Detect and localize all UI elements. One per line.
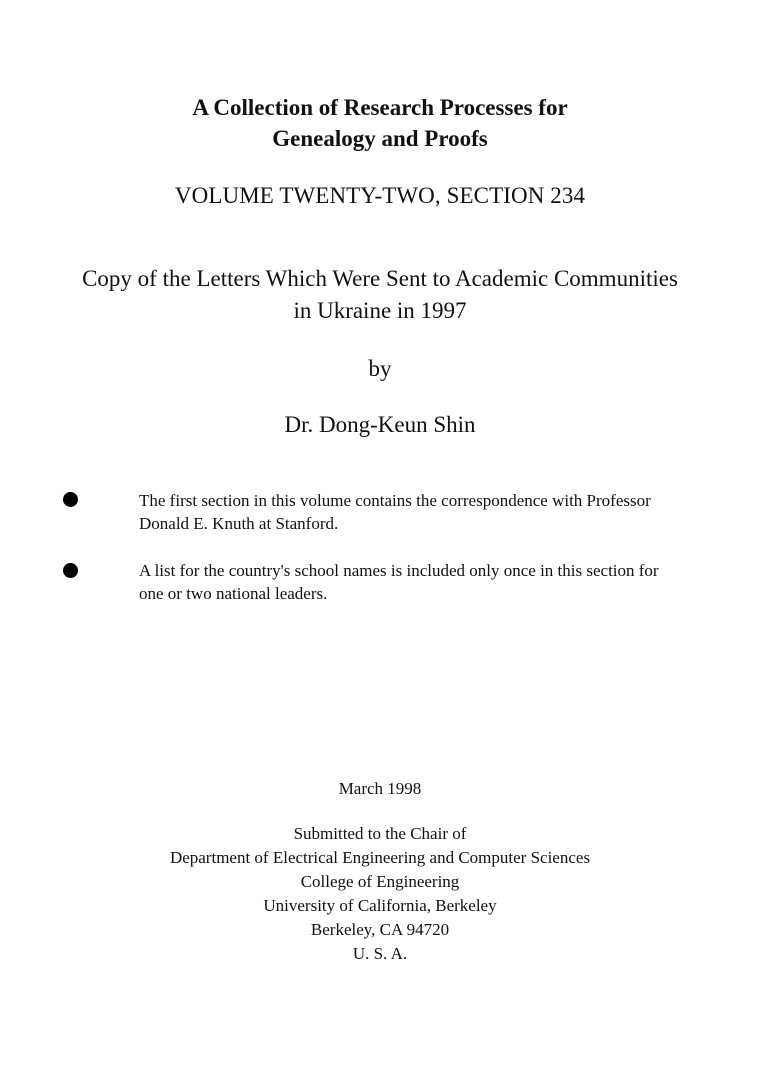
bullet-dot-icon <box>63 563 78 578</box>
bullet-1-line-2: Donald E. Knuth at Stanford. <box>139 514 339 533</box>
bullet-dot-icon <box>63 492 78 507</box>
subject-line-1: Copy of the Letters Which Were Sent to Academic Communities <box>82 266 678 291</box>
bullet-2-line-2: one or two national leaders. <box>139 584 328 603</box>
submission-line-3: College of Engineering <box>300 872 460 891</box>
title-line-2: Genealogy and Proofs <box>272 126 488 151</box>
submission-line-4: University of California, Berkeley <box>263 896 497 915</box>
volume-heading: VOLUME TWENTY-TWO, SECTION 234 <box>174 183 586 208</box>
title-line-1: A Collection of Research Processes for <box>192 95 568 120</box>
bullet-text-1 <box>139 489 739 535</box>
subject-line-2: in Ukraine in 1997 <box>293 298 467 323</box>
bullet-1-line-1: The first section in this volume contains the correspondence with Professor <box>139 491 651 510</box>
author-name: Dr. Dong-Keun Shin <box>284 412 476 437</box>
bullet-text-2 <box>139 559 739 605</box>
bullet-2-line-1: A list for the country's school names is included only once in this section for <box>139 561 659 580</box>
date-label: March 1998 <box>338 779 422 798</box>
submission-line-1: Submitted to the Chair of <box>293 824 467 843</box>
submission-line-5: Berkeley, CA 94720 <box>310 920 450 939</box>
by-label: by <box>368 356 392 381</box>
submission-line-6: U. S. A. <box>352 944 408 963</box>
submission-line-2: Department of Electrical Engineering and Computer Sciences <box>169 848 591 867</box>
